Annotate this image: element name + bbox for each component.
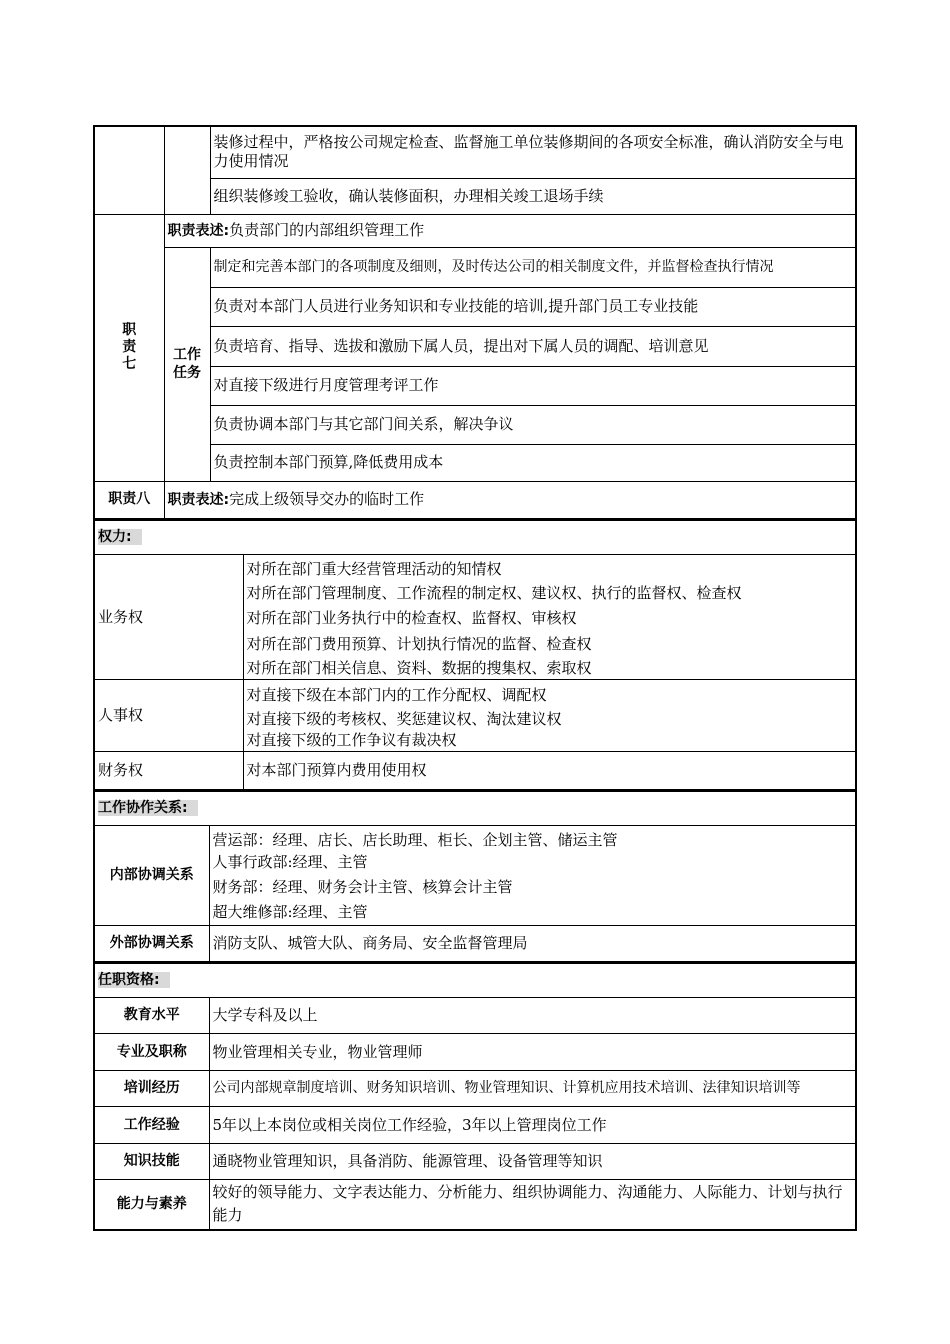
duty-seven-task-label: 工作 任务 bbox=[164, 247, 210, 481]
duty-eight-description: 职责表述:完成上级领导交办的临时工作 bbox=[164, 481, 856, 519]
duty-task: 负责控制本部门预算,降低费用成本 bbox=[210, 444, 856, 481]
personnel-power-label: 人事权 bbox=[94, 680, 243, 752]
power-item: 对直接下级的工作争议有裁决权 bbox=[246, 730, 457, 749]
qualification-label: 专业及职称 bbox=[94, 1034, 209, 1071]
power-item: 对直接下级的考核权、奖惩建议权、淘汰建议权 bbox=[246, 709, 562, 728]
relation-item: 超大维修部:经理、主管 bbox=[212, 902, 368, 921]
duty-task: 负责培育、指导、选拔和激励下属人员，提出对下属人员的调配、培训意见 bbox=[210, 326, 856, 366]
duty-task: 制定和完善本部门的各项制度及细则，及时传达公司的相关制度文件，并监督检查执行情况 bbox=[210, 247, 856, 287]
power-item: 对所在部门相关信息、资料、数据的搜集权、索取权 bbox=[246, 659, 592, 677]
power-item: 对所在部门业务执行中的检查权、监督权、审核权 bbox=[246, 609, 577, 627]
power-item: 对所在部门费用预算、计划执行情况的监督、检查权 bbox=[246, 635, 592, 653]
qualification-label: 工作经验 bbox=[94, 1107, 209, 1144]
duties-table bbox=[93, 125, 857, 520]
duty-seven-label: 职 责 七 bbox=[94, 214, 164, 481]
duty-seven-cont-label-cell bbox=[94, 126, 164, 214]
power-item: 对本部门预算内费用使用权 bbox=[243, 752, 856, 790]
relation-item: 营运部：经理、店长、店长助理、柜长、企划主管、储运主管 bbox=[212, 830, 618, 849]
duty-task: 组织装修竣工验收，确认装修面积，办理相关竣工退场手续 bbox=[210, 178, 856, 214]
powers-table bbox=[93, 520, 857, 791]
duty-task: 装修过程中，严格按公司规定检查、监督施工单位装修期间的各项安全标准，确认消防安全与电力使用情况 bbox=[210, 126, 856, 178]
job-description-document bbox=[93, 125, 857, 1231]
qualification-value: 大学专科及以上 bbox=[209, 998, 856, 1034]
duty-seven-cont-task-label-cell bbox=[164, 126, 210, 214]
external-relations-text: 消防支队、城管大队、商务局、安全监督管理局 bbox=[209, 925, 856, 962]
duty-task: 负责协调本部门与其它部门间关系，解决争议 bbox=[210, 405, 856, 444]
power-item: 对所在部门重大经营管理活动的知情权 bbox=[246, 560, 502, 578]
internal-relations-items bbox=[209, 825, 856, 925]
internal-relations-label: 内部协调关系 bbox=[94, 825, 209, 925]
relations-section-title: 工作协作关系: bbox=[94, 791, 856, 825]
relation-item: 财务部：经理、财务会计主管、核算会计主管 bbox=[212, 877, 513, 896]
qualification-label: 知识技能 bbox=[94, 1144, 209, 1180]
powers-section-title: 权力: bbox=[94, 521, 856, 555]
qualification-value: 通晓物业管理知识，具备消防、能源管理、设备管理等知识 bbox=[209, 1144, 856, 1180]
qualification-label: 培训经历 bbox=[94, 1071, 209, 1107]
qualifications-section-title: 任职资格: bbox=[94, 964, 856, 998]
business-power-items bbox=[243, 555, 856, 680]
qualification-value: 公司内部规章制度培训、财务知识培训、物业管理知识、计算机应用技术培训、法律知识培训等 bbox=[209, 1071, 856, 1107]
finance-power-label: 财务权 bbox=[94, 752, 243, 790]
external-relations-label: 外部协调关系 bbox=[94, 925, 209, 962]
duty-task: 负责对本部门人员进行业务知识和专业技能的培训,提升部门员工专业技能 bbox=[210, 287, 856, 326]
relations-table bbox=[93, 791, 857, 964]
business-power-label: 业务权 bbox=[94, 555, 243, 680]
qualifications-table bbox=[93, 963, 857, 1231]
qualification-label: 能力与素养 bbox=[94, 1180, 209, 1230]
qualification-value: 5年以上本岗位或相关岗位工作经验，3年以上管理岗位工作 bbox=[209, 1107, 856, 1144]
power-item: 对所在部门管理制度、工作流程的制定权、建议权、执行的监督权、检查权 bbox=[246, 584, 742, 602]
duty-seven-description: 职责表述:负责部门的内部组织管理工作 bbox=[164, 214, 856, 247]
power-item: 对直接下级在本部门内的工作分配权、调配权 bbox=[246, 685, 547, 704]
qualification-label: 教育水平 bbox=[94, 998, 209, 1034]
duty-eight-label: 职责八 bbox=[94, 481, 164, 519]
relation-item: 人事行政部:经理、主管 bbox=[212, 852, 368, 871]
duty-task: 对直接下级进行月度管理考评工作 bbox=[210, 366, 856, 405]
personnel-power-items bbox=[243, 680, 856, 752]
qualification-value: 物业管理相关专业，物业管理师 bbox=[209, 1034, 856, 1071]
qualification-value: 较好的领导能力、文字表达能力、分析能力、组织协调能力、沟通能力、人际能力、计划与执行能力 bbox=[209, 1180, 856, 1230]
